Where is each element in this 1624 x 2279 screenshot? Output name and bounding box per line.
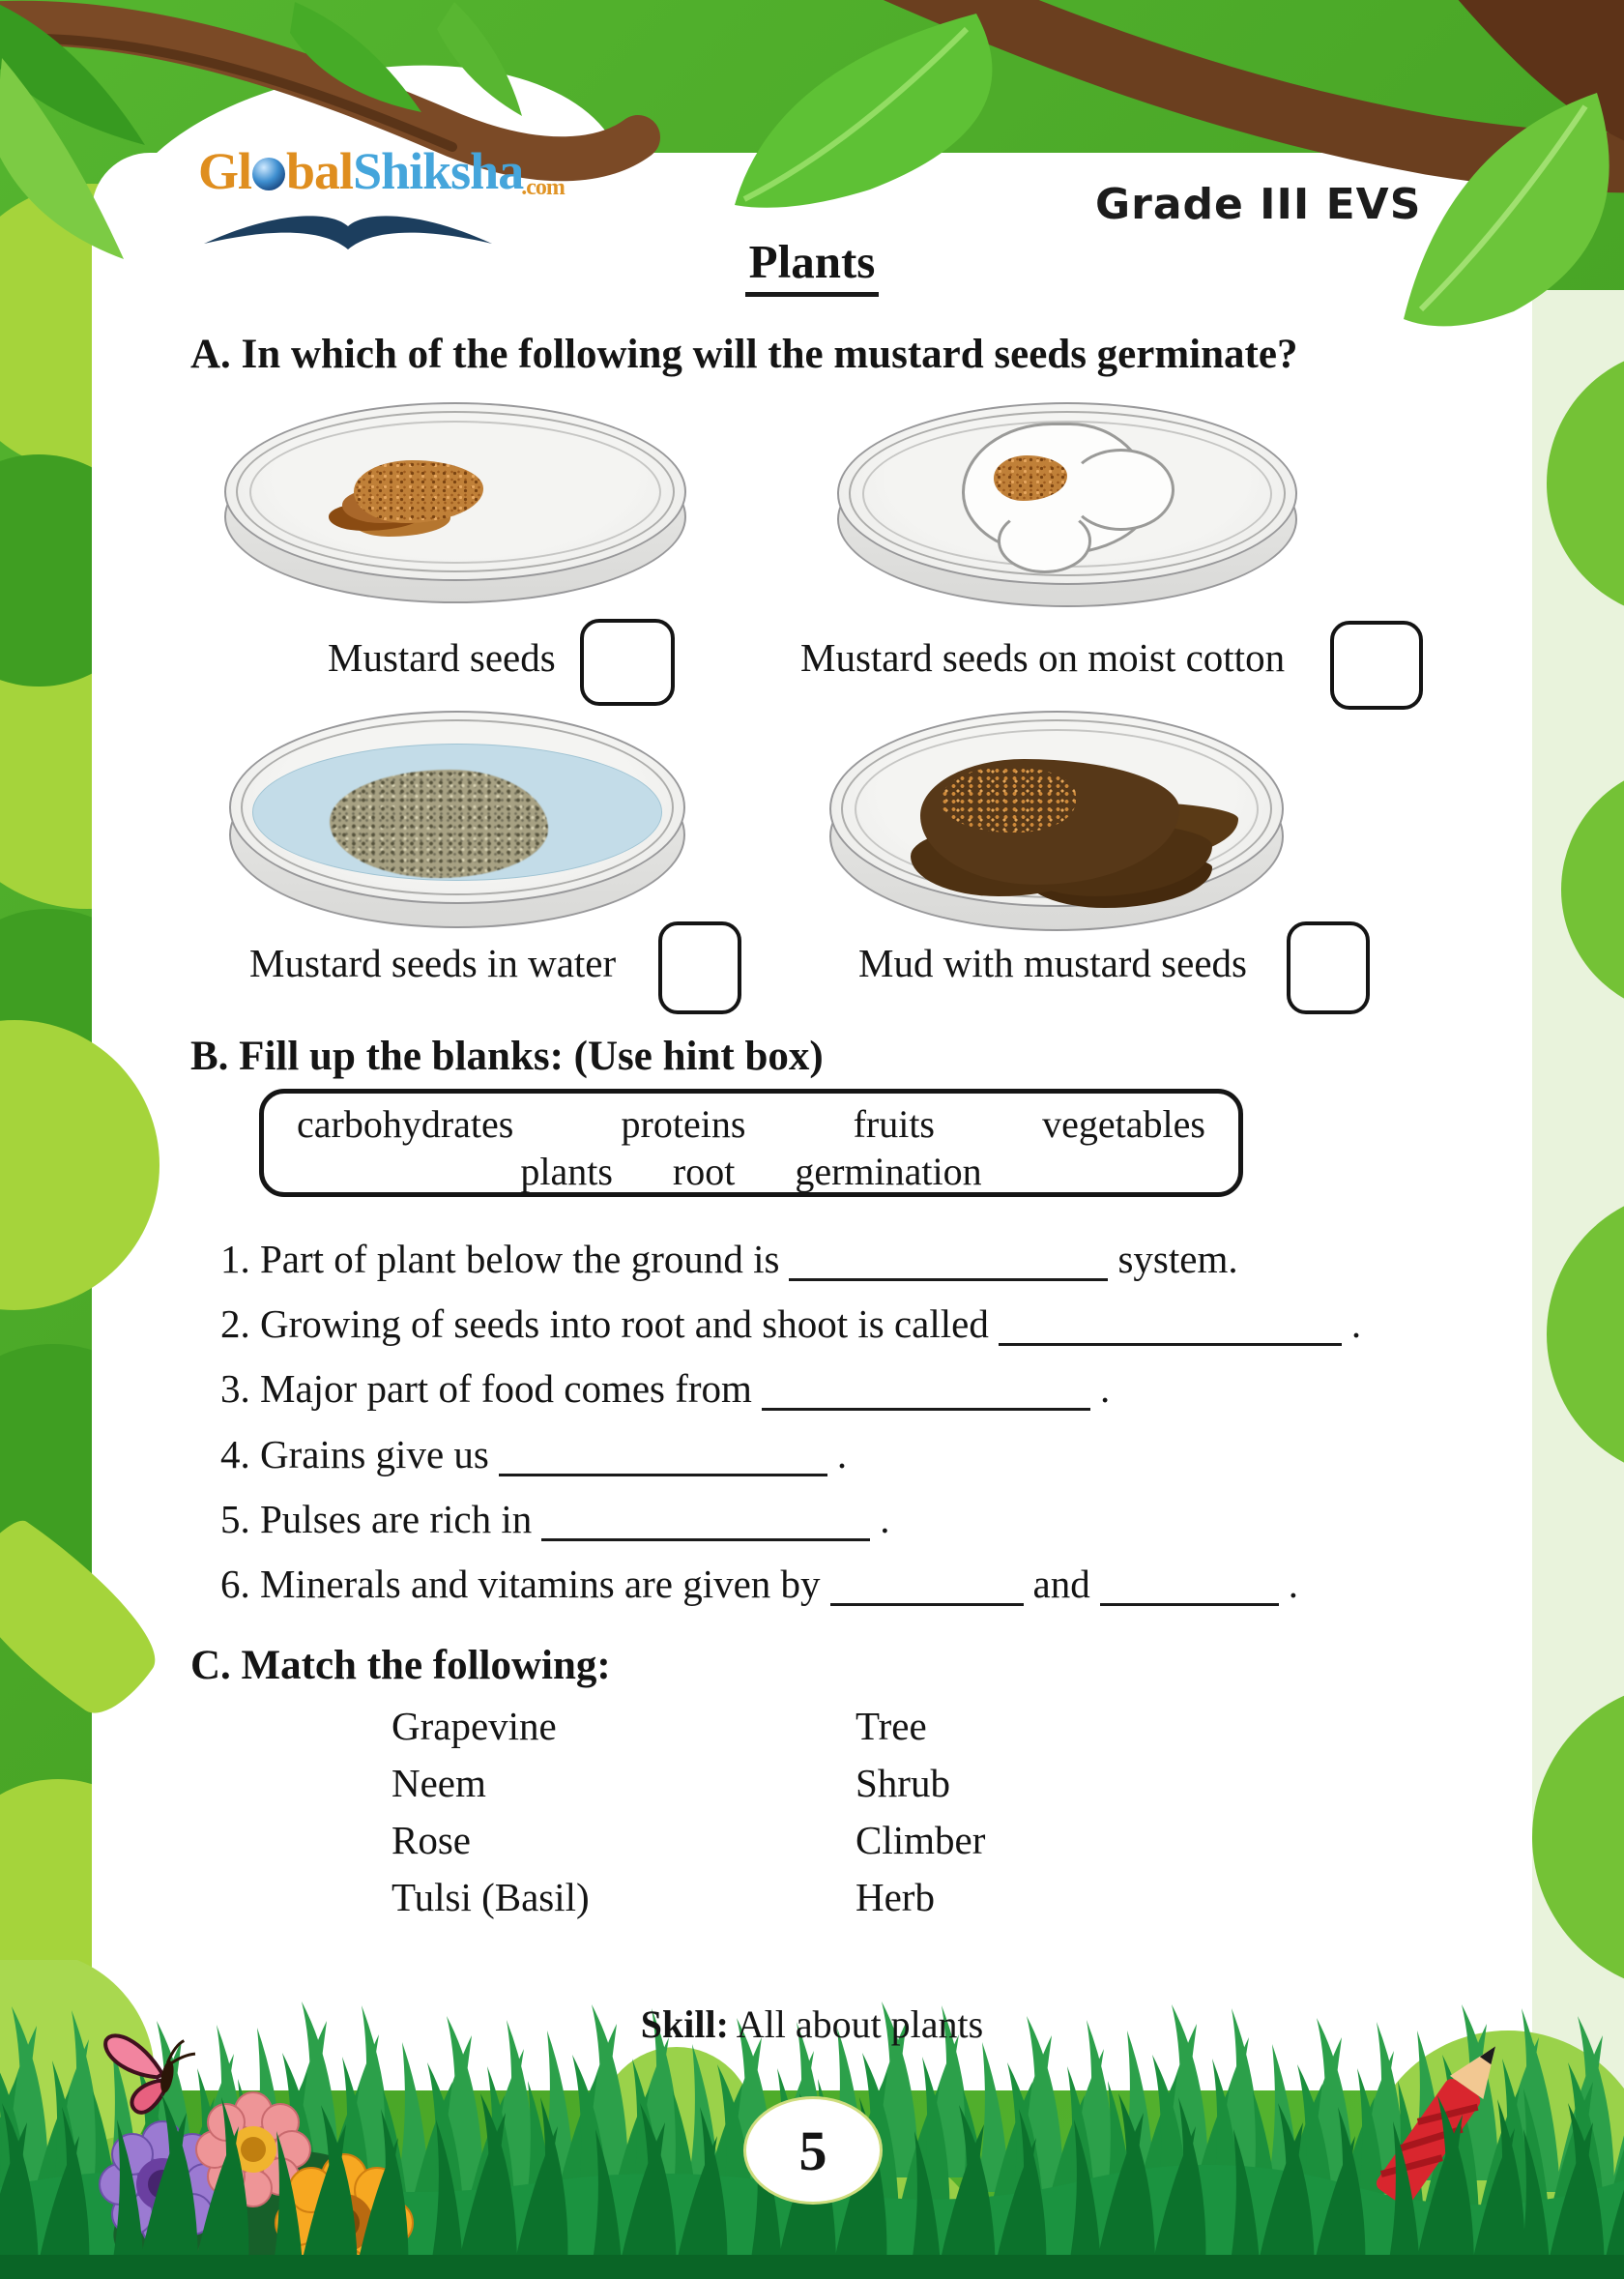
petri-dish-mud (829, 711, 1284, 931)
petri-dish-water (229, 711, 685, 928)
logo-suffix: .com (521, 175, 565, 200)
logo-text-orange: bal (286, 142, 354, 200)
match-item[interactable]: Tree (856, 1704, 927, 1748)
question-text: . (1350, 1301, 1362, 1346)
blank-line[interactable] (789, 1275, 1108, 1281)
match-item[interactable]: Climber (856, 1818, 986, 1862)
hint-word: germination (795, 1150, 982, 1193)
question-text: . (1288, 1562, 1298, 1606)
option-label: Mud with mustard seeds (858, 941, 1247, 985)
option-label: Mustard seeds (328, 635, 556, 680)
skill-label: Skill: (640, 2002, 729, 2046)
hint-word: proteins (621, 1102, 746, 1146)
match-item[interactable]: Tulsi (Basil) (392, 1875, 590, 1919)
fill-blank-question (220, 1496, 889, 1542)
match-item[interactable]: Herb (856, 1875, 935, 1919)
skill-line (0, 2001, 1624, 2047)
fill-blank-question (220, 1365, 1110, 1412)
match-left-column (392, 1698, 590, 1926)
logo-text-blue: Shiksha (353, 142, 524, 200)
hint-box (259, 1089, 1243, 1197)
logo-text-orange: Gl (198, 142, 252, 200)
grade-label: Grade III EVS (1095, 180, 1422, 229)
soaked-seeds-pile (330, 770, 549, 879)
question-text: . (836, 1432, 848, 1476)
question-text: Minerals and vitamins are given by (260, 1562, 821, 1606)
blank-line[interactable] (499, 1471, 827, 1476)
answer-checkbox-water[interactable] (658, 921, 741, 1014)
hint-word: plants (520, 1150, 613, 1193)
blank-line[interactable] (999, 1340, 1342, 1346)
match-item[interactable]: Neem (392, 1761, 486, 1805)
match-right-column (856, 1698, 985, 1926)
petri-dish-mustard-seeds (224, 402, 686, 603)
answer-checkbox-mustard-seeds[interactable] (580, 619, 675, 706)
option-label: Mustard seeds on moist cotton (800, 635, 1286, 680)
question-number: 1. (220, 1237, 250, 1281)
question-text: . (880, 1497, 890, 1541)
page-title: Plants (745, 234, 880, 297)
section-c-heading: C. Match the following: (190, 1643, 611, 1688)
hint-word: root (672, 1150, 736, 1193)
answer-checkbox-moist-cotton[interactable] (1330, 621, 1423, 710)
question-text: . (1099, 1366, 1111, 1411)
answer-checkbox-mud[interactable] (1287, 921, 1370, 1014)
hint-word: fruits (853, 1102, 935, 1146)
page-number: 5 (798, 2118, 827, 2182)
match-item[interactable]: Shrub (856, 1761, 950, 1805)
question-text: Part of plant below the ground is (260, 1237, 780, 1281)
question-text: system. (1117, 1237, 1238, 1281)
fill-blank-question (220, 1300, 1361, 1347)
match-item[interactable]: Grapevine (392, 1704, 557, 1748)
section-a-heading: A. In which of the following will the mustard seeds germinate? (190, 332, 1298, 377)
globe-icon (252, 158, 285, 190)
question-number: 4. (220, 1432, 250, 1476)
fill-blank-question (220, 1431, 847, 1477)
question-text: Pulses are rich in (260, 1497, 533, 1541)
fill-blank-question (220, 1561, 1298, 1607)
question-number: 6. (220, 1562, 250, 1606)
option-label: Mustard seeds in water (249, 941, 617, 985)
section-b-heading: B. Fill up the blanks: (Use hint box) (190, 1034, 824, 1079)
question-number: 5. (220, 1497, 250, 1541)
blank-line[interactable] (830, 1600, 1024, 1606)
question-text: and (1032, 1562, 1090, 1606)
question-number: 2. (220, 1301, 250, 1346)
hint-word: carbohydrates (297, 1102, 514, 1146)
question-text: Major part of food comes from (260, 1366, 752, 1411)
blank-line[interactable] (1100, 1600, 1279, 1606)
petri-dish-moist-cotton (837, 402, 1297, 607)
fill-blank-question (220, 1236, 1238, 1282)
match-item[interactable]: Rose (392, 1818, 471, 1862)
question-text: Growing of seeds into root and shoot is called (260, 1301, 989, 1346)
page-number-badge (743, 2096, 883, 2205)
question-text: Grains give us (260, 1432, 489, 1476)
question-number: 3. (220, 1366, 250, 1411)
hint-word: vegetables (1042, 1102, 1205, 1146)
skill-text: All about plants (736, 2002, 984, 2046)
blank-line[interactable] (541, 1535, 870, 1541)
blank-line[interactable] (762, 1405, 1090, 1411)
